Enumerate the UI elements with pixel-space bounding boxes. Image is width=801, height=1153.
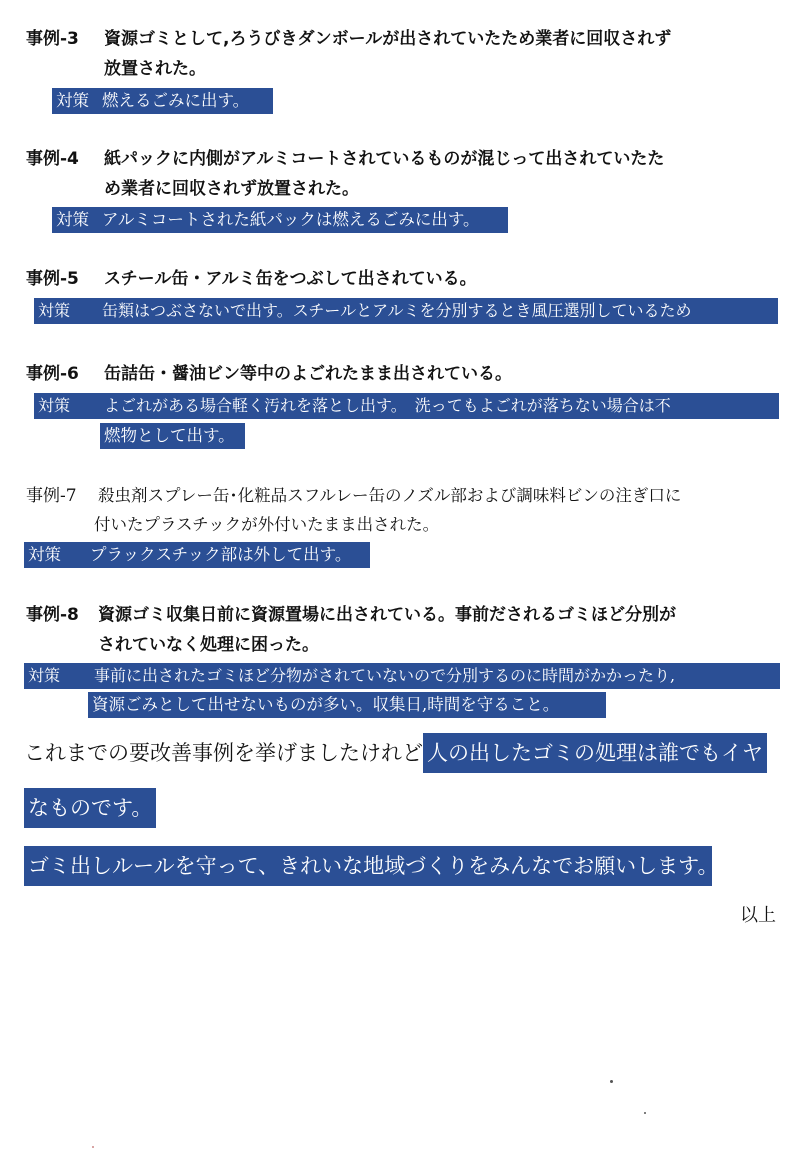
case-8-measure-line-2: 資源ごみとして出せないものが多い。収集日,時間を守ること。: [88, 692, 606, 718]
scan-speck: [610, 1080, 613, 1083]
end-mark: 以上: [740, 905, 776, 926]
case-3-measure-text: 燃えるごみに出す。: [102, 91, 250, 110]
closing-highlight-1: 人の出したゴミの処理は誰でもイヤ: [423, 733, 767, 773]
closing-plain-text: これまでの要改善事例を挙げましたけれど: [24, 741, 423, 765]
case-8-line-1: 資源ゴミ収集日前に資源置場に出されている。事前だされるゴミほど分別が: [98, 605, 676, 625]
case-4-line-2: め業者に回収されず放置された。: [104, 179, 359, 199]
case-4-measure: [52, 207, 508, 233]
case-6-measure-line-1: [34, 393, 779, 419]
case-5-measure: [34, 298, 778, 324]
case-7-line-1: 殺虫剤スプレー缶･化粧品スフルレー缶のノズル部および調味料ビンの注ぎ口に: [98, 486, 682, 505]
case-5-measure-label: 対策: [38, 301, 71, 320]
case-5-measure-text: 缶類はつぶさないで出す。スチールとアルミを分別するとき風圧選別しているため: [102, 301, 692, 320]
case-8-measure-line-1: [24, 663, 780, 689]
case-6-label: 事例-6: [26, 364, 79, 384]
case-5-line-1: スチール缶・アルミ缶をつぶして出されている。: [104, 269, 477, 289]
case-6-measure-line-2: 燃物として出す。: [100, 423, 245, 449]
case-6-measure-label: 対策: [38, 396, 71, 415]
closing-highlight-2: なものです。: [24, 788, 156, 828]
case-3-label: 事例-3: [26, 29, 79, 49]
case-4-line-1: 紙パックに内側がアルミコートされているものが混じって出されていたた: [104, 149, 665, 169]
case-8-line-2: されていなく処理に困った。: [98, 635, 319, 655]
case-4-measure-label: 対策: [56, 210, 89, 229]
case-8-label: 事例-8: [26, 605, 79, 625]
case-7-measure: [24, 542, 370, 568]
case-3-measure-label: 対策: [56, 91, 89, 110]
case-3-measure: [52, 88, 273, 114]
case-3-line-1: 資源ゴミとして,ろうびきダンボールが出されていたため業者に回収されず: [104, 29, 672, 49]
closing-highlight-3: ゴミ出しルールを守って、きれいな地域づくりをみんなでお願いします。: [24, 846, 712, 886]
case-6-measure-text-1: よごれがある場合軽く汚れを落とし出す。 洗ってもよごれが落ちない場合は不: [104, 396, 671, 415]
case-4-label: 事例-4: [26, 149, 79, 169]
case-7-line-2: 付いたプラスチックが外付いたまま出された。: [94, 515, 440, 534]
case-6-line-1: 缶詰缶・醤油ビン等中のよごれたまま出されている。: [104, 364, 512, 384]
case-3-line-2: 放置された。: [104, 59, 206, 79]
scan-speck: [92, 1146, 94, 1148]
closing-line-1: [24, 733, 767, 773]
case-7-measure-text: プラックスチック部は外して出す。: [90, 545, 352, 564]
case-5-label: 事例-5: [26, 269, 79, 289]
case-7-measure-label: 対策: [28, 545, 61, 564]
case-8-measure-label: 対策: [28, 666, 61, 685]
case-8-measure-text-1: 事前に出されたゴミほど分物がされていないので分別するのに時間がかかったり,: [94, 666, 676, 685]
scan-speck: [644, 1112, 646, 1114]
case-7-label: 事例-7: [26, 486, 77, 506]
case-4-measure-text: アルミコートされた紙パックは燃えるごみに出す。: [102, 210, 480, 229]
